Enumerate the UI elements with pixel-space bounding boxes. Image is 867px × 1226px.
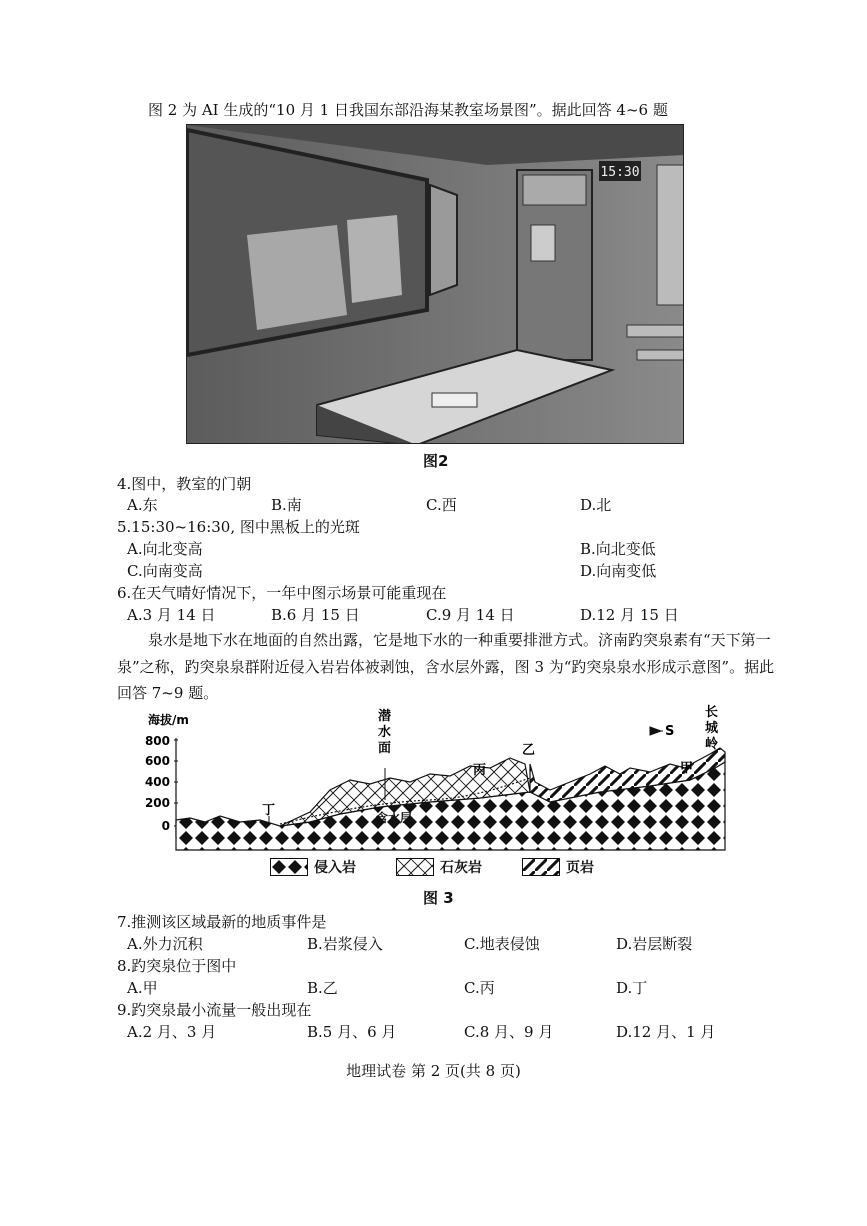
y-axis-label: 海拔/m	[148, 713, 189, 727]
intro-q7-9-line1: 泉水是地下水在地面的自然出露，它是地下水的一种重要排泄方式。济南趵突泉素有“天下第一	[148, 631, 771, 649]
label-aquifer: 含水层	[376, 811, 413, 825]
legend-limestone	[396, 857, 482, 877]
q5-option-d[interactable]: D.向南变低	[580, 562, 657, 580]
fig3-legend	[270, 855, 634, 879]
intro-q7-9-line3: 回答 7~9 题。	[117, 684, 219, 702]
shale-swatch-icon	[522, 858, 560, 876]
clock-text: 15:30	[600, 165, 640, 180]
label-jia: 甲	[680, 761, 694, 776]
q8-option-c[interactable]: C.丙	[464, 979, 495, 997]
legend-shale-label: 页岩	[566, 860, 594, 876]
q7-option-a[interactable]: A.外力沉积	[127, 935, 203, 953]
q4-option-d[interactable]: D.北	[580, 496, 612, 514]
q5-option-c[interactable]: C.向南变高	[127, 562, 203, 580]
q9-option-a[interactable]: A.2 月、3 月	[127, 1023, 217, 1041]
q4-stem: 4.图中，教室的门朝	[117, 475, 252, 493]
fig2-caption: 图2	[423, 452, 449, 470]
y-tick-600: 600	[144, 754, 170, 768]
label-direction: S	[665, 724, 675, 739]
legend-limestone-label: 石灰岩	[440, 860, 482, 876]
q5-stem: 5.15:30~16:30, 图中黑板上的光斑	[117, 518, 360, 536]
label-water-table-1: 潜	[378, 709, 392, 724]
label-water-table-2: 水	[378, 725, 392, 740]
q5-option-a[interactable]: A.向北变高	[127, 540, 203, 558]
q9-option-d[interactable]: D.12 月、1 月	[616, 1023, 716, 1041]
q7-option-b[interactable]: B.岩浆侵入	[307, 935, 383, 953]
legend-intrusive	[270, 857, 356, 877]
intro-q7-9-line2: 泉”之称，趵突泉泉群附近侵入岩岩体被剥蚀，含水层外露，图 3 为“趵突泉泉水形成示意图”。据此	[117, 658, 775, 676]
q4-option-a[interactable]: A.东	[127, 496, 158, 514]
label-mountain-1: 长	[705, 705, 719, 720]
y-tick-400: 400	[144, 775, 170, 789]
q4-option-c[interactable]: C.西	[426, 496, 457, 514]
q6-stem: 6.在天气晴好情况下，一年中图示场景可能重现在	[117, 584, 447, 602]
y-tick-800: 800	[144, 734, 170, 748]
q8-option-d[interactable]: D.丁	[616, 979, 648, 997]
q6-option-c[interactable]: C.9 月 14 日	[426, 606, 515, 624]
label-mountain-2: 城	[705, 721, 719, 736]
q9-stem: 9.趵突泉最小流量一般出现在	[117, 1001, 312, 1019]
intro-q4-6: 图 2 为 AI 生成的“10 月 1 日我国东部沿海某教室场景图”。据此回答 4~6 题	[148, 101, 668, 119]
q4-option-b[interactable]: B.南	[271, 496, 302, 514]
q8-stem: 8.趵突泉位于图中	[117, 957, 237, 975]
q7-option-c[interactable]: C.地表侵蚀	[464, 935, 540, 953]
intrusive-swatch-icon	[270, 858, 308, 876]
legend-intrusive-label: 侵入岩	[314, 860, 356, 876]
y-tick-200: 200	[144, 796, 170, 810]
label-water-table-3: 面	[378, 741, 392, 756]
q9-option-c[interactable]: C.8 月、9 月	[464, 1023, 554, 1041]
q6-option-d[interactable]: D.12 月 15 日	[580, 606, 679, 624]
q7-stem: 7.推测该区域最新的地质事件是	[117, 913, 327, 931]
classroom-photo	[186, 124, 684, 444]
q5-option-b[interactable]: B.向北变低	[580, 540, 656, 558]
q6-option-a[interactable]: A.3 月 14 日	[127, 606, 216, 624]
q6-option-b[interactable]: B.6 月 15 日	[271, 606, 360, 624]
label-mountain-3: 岭	[705, 737, 719, 752]
page-footer: 地理试卷 第 2 页(共 8 页)	[346, 1062, 521, 1080]
legend-shale	[522, 857, 594, 877]
q8-option-b[interactable]: B.乙	[307, 979, 338, 997]
q8-option-a[interactable]: A.甲	[127, 979, 158, 997]
direction-arrow-icon	[650, 727, 663, 735]
y-tick-0: 0	[161, 819, 170, 833]
q9-option-b[interactable]: B.5 月、6 月	[307, 1023, 397, 1041]
label-yi: 乙	[522, 743, 536, 758]
limestone-swatch-icon	[396, 858, 434, 876]
label-ding: 丁	[262, 803, 276, 818]
label-bing: 丙	[473, 763, 487, 778]
q7-option-d[interactable]: D.岩层断裂	[616, 935, 693, 953]
fig3-caption: 图 3	[423, 889, 454, 907]
